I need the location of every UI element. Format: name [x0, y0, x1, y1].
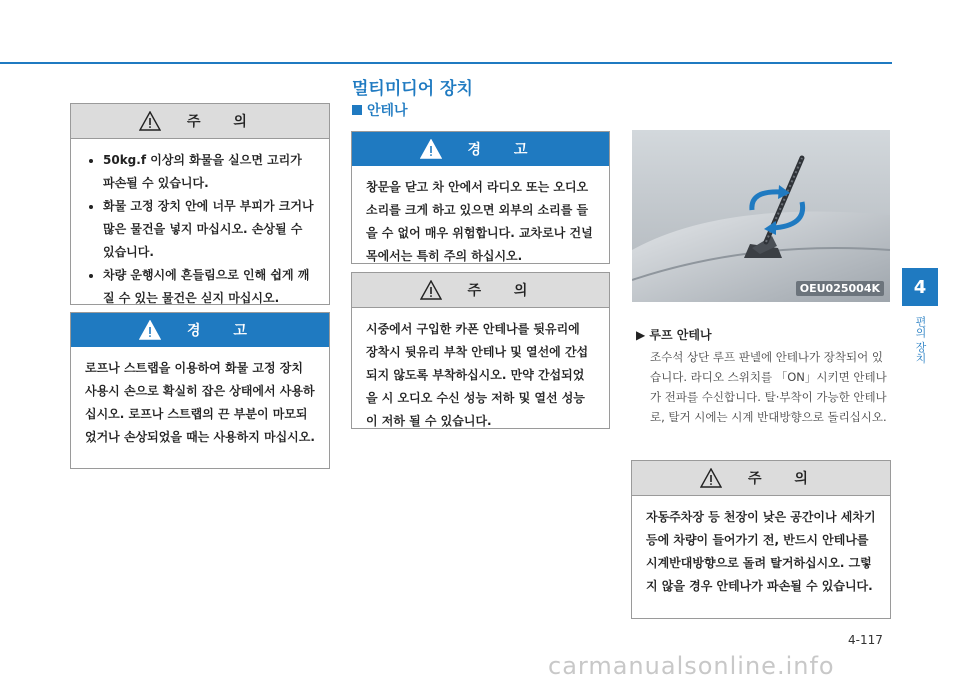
warning-header — [352, 132, 609, 166]
caution-box-antenna-install — [351, 272, 610, 429]
warning-body — [71, 347, 329, 459]
caution-body — [352, 308, 609, 443]
caution-text: 시중에서 구입한 카폰 안테나를 뒷유리에 장착시 뒷유리 부착 안테나 및 열선에 간섭되지 않도록 부착하십시오. 만약 간섭되었을 시 오디오 수신 성능 저하 및 열선 성능이 저하 될 수 있습니다. — [366, 322, 589, 428]
square-bullet-icon — [352, 105, 362, 115]
watermark-text: carmanualsonline.info — [548, 652, 835, 680]
warning-triangle-icon — [420, 139, 442, 159]
caution-header — [632, 461, 890, 496]
roof-antenna-heading: ▶ 루프 안테나 — [636, 328, 712, 342]
image-code-label: OEU025004K — [796, 281, 884, 296]
caution-header-label: 주 의 — [467, 283, 542, 299]
warning-triangle-icon — [139, 111, 161, 131]
list-item: • 50kg.f 이상의 화물을 실으면 고리가 파손될 수 있습니다. — [103, 149, 315, 195]
warning-triangle-icon — [420, 280, 442, 300]
warning-header — [71, 313, 329, 347]
caution-box-antenna-removal — [631, 460, 891, 619]
roof-antenna-description: 조수석 상단 루프 판넬에 안테나가 장착되어 있습니다. 라디오 스위치를 「ON」시키면 안테나가 전파를 수신합니다. 탈·부착이 가능한 안테나로, 탈거 시에는 시계 반대방향으로 돌리십시오. — [650, 350, 887, 424]
caution-body — [71, 139, 329, 320]
chapter-tab-label: 편의 장치 — [914, 316, 927, 364]
warning-box-straps — [70, 312, 330, 469]
warning-text: 창문을 닫고 차 안에서 라디오 또는 오디오 소리를 크게 하고 있으면 외부의 소리를 들을 수 없어 매우 위험합니다. 교차로나 건널목에서는 특히 주의 하십시오. — [366, 180, 593, 263]
list-item: • 차량 운행시에 흔들림으로 인해 쉽게 깨질 수 있는 물건은 싣지 마십시오. — [103, 264, 315, 310]
chapter-tab[interactable]: 4 — [902, 268, 938, 306]
roof-antenna-image — [632, 130, 890, 302]
warning-box-audio — [351, 131, 610, 264]
sub-title — [352, 100, 408, 120]
page-number: 4-117 — [848, 633, 883, 647]
warning-triangle-icon — [139, 320, 161, 340]
warning-header-label: 경 고 — [467, 142, 542, 158]
caution-body — [632, 496, 890, 608]
warning-triangle-icon — [700, 468, 722, 488]
section-title: 멀티미디어 장치 — [352, 79, 473, 99]
caution-box-cargo — [70, 103, 330, 305]
list-item: • 화물 고정 장치 안에 너무 부피가 크거나 많은 물건을 넣지 마십시오. 손상될 수 있습니다. — [103, 195, 315, 264]
caution-header — [352, 273, 609, 308]
caution-header-label: 주 의 — [748, 471, 822, 487]
warning-body — [352, 166, 609, 278]
sub-title-text: 안테나 — [367, 103, 408, 119]
top-rule — [0, 62, 892, 64]
warning-header-label: 경 고 — [187, 323, 261, 339]
caution-text: 자동주차장 등 천장이 낮은 공간이나 세차기 등에 차량이 들어가기 전, 반드시 안테나를 시계반대방향으로 돌려 탈거하십시오. 그렇지 않을 경우 안테나가 파손될 수 있습니다. — [646, 510, 876, 593]
warning-text: 로프나 스트랩을 이용하여 화물 고정 장치 사용시 손으로 확실히 잡은 상태에서 사용하십시오. 로프나 스트랩의 끈 부분이 마모되었거나 손상되었을 때는 사용하지 마십시오. — [85, 361, 315, 444]
roof-antenna-illustration — [632, 130, 890, 302]
caution-header — [71, 104, 329, 139]
caution-header-label: 주 의 — [187, 114, 261, 130]
